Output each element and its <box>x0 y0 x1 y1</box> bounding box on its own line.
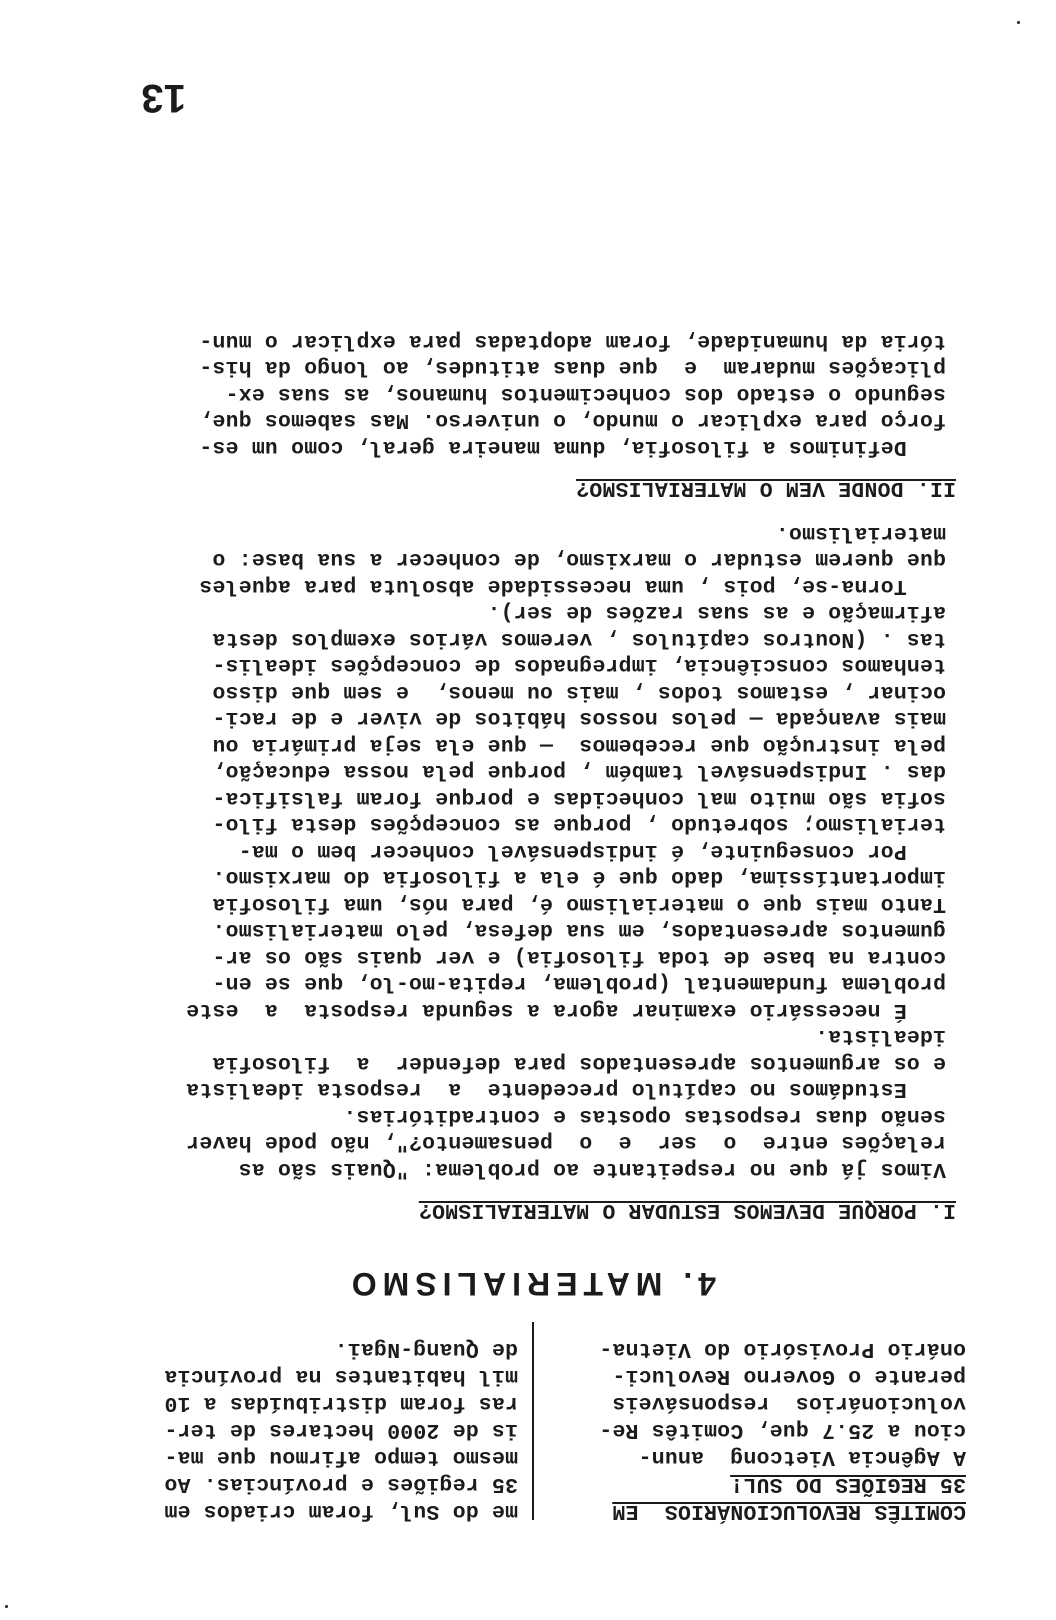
text-line: plicações mudaram e que duas atitudes, ao longo da his- <box>199 355 946 380</box>
scan-speck <box>5 1605 8 1608</box>
text-line: segundo o estado dos conhecimentos humanos, as suas ex- <box>225 382 946 406</box>
text-line: Definimos a filosofia, duma maneira geral, como um es- <box>199 435 946 459</box>
section-2-body <box>106 328 946 461</box>
text-line: Tanto mais que o materialismo é, para nós, uma filosofia <box>212 892 946 916</box>
text-line: É necessário examinar agora a segunda resposta a este <box>186 998 946 1022</box>
text-line: sofia são muito mal conhecidas e porque foram falsifica- <box>212 786 946 810</box>
text-line: mais avançada — pelos nossos hábitos de viver e de raci- <box>212 706 946 731</box>
text-line: Vimos já que no respeitante ao problema: "Quais são as <box>238 1157 946 1181</box>
chapter-title: 4. MATERIALISMO <box>345 1266 716 1302</box>
sidebar-line: mesmo tempo afirmou que ma- <box>164 1445 518 1469</box>
text-line: idealista. <box>814 1024 946 1049</box>
sidebar-column-right <box>78 1335 518 1524</box>
sidebar-line: 35 REGIÕES DO SUL! <box>730 1472 966 1496</box>
section-1-body <box>106 520 946 1183</box>
text-line: Estudámos no capítulo precedente a resposta idealista <box>186 1077 946 1102</box>
sidebar-line: ras foram distribuídas a 10 <box>164 1391 518 1415</box>
sidebar-line: perante o Governo Revoluci- <box>612 1364 966 1388</box>
sidebar-line: 35 regiões e províncias. Ao <box>164 1472 518 1496</box>
sidebar-line: COMITÊS REVOLUCIONÁRIOS EM <box>612 1499 966 1523</box>
text-line: relações entre o ser e o pensamento?", não pode haver <box>186 1130 946 1155</box>
sidebar-line: volucionários responsáveis <box>612 1391 966 1415</box>
sidebar-line: A Agência Vietcong anun- <box>638 1445 966 1469</box>
section-heading-2: II. DONDE VEM O MATERIALISMO? <box>576 476 956 500</box>
section-heading-1: I. PORQUE DEVEMOS ESTUDAR O MATERIALISMO? <box>418 1198 956 1222</box>
sidebar-column-left <box>546 1335 966 1524</box>
sidebar-line: de Quang-Ngai. <box>334 1337 518 1361</box>
sidebar-line: is de 2000 hectares de ter- <box>164 1418 518 1442</box>
text-line: problema fundamental (problema, repita-mo-lo, que se en- <box>212 971 946 996</box>
text-line: tenhamos consciência, impregnados de concepções idealis- <box>212 653 946 678</box>
text-line: Torna-se, pois , uma necessidade absoluta para aqueles <box>199 574 946 598</box>
text-line: tória da humanidade, foram adoptadas para explicar o mun- <box>199 329 946 353</box>
text-line: das . Indispensável também , porque pela nossa educação, <box>212 759 946 784</box>
text-line: materialismo. <box>775 521 946 545</box>
sidebar-line: onário Provisório do Vietna- <box>599 1337 966 1361</box>
text-line: ocinar , estamos todos , mais ou menos, e sem que disso <box>212 680 946 704</box>
text-line: e os argumentos apresentados para defender a filosofia <box>212 1051 946 1075</box>
text-line: pela instrução que recebemos — que ela seja primária ou <box>212 733 946 757</box>
text-line: afirmação e as suas razões de ser). <box>487 600 946 625</box>
text-line: forço para explicar o mundo, o universo. Mas sabemos que, <box>199 408 946 433</box>
text-line: importantíssima, dado que é ela a filosofia do marxismo. <box>212 865 946 890</box>
text-line: tas . (Noutros capítulos , veremos vários exemplos desta <box>212 627 946 651</box>
text-line: que querem estudar o marxismo, de conhecer a sua base: o <box>212 547 946 572</box>
text-line: terialismo; sobretudo , porque as concepções desta filo- <box>212 812 946 837</box>
sidebar-line: mil habitantes na província <box>164 1364 518 1388</box>
sidebar-line: me do Sul, foram criados em <box>164 1499 518 1523</box>
scan-speck <box>1017 21 1020 24</box>
text-line: gumentos apresentados, em sua defesa, pelo materialismo. <box>212 918 946 943</box>
text-line: contra na base de toda filosofia) e ver quais são os ar- <box>212 945 946 969</box>
text-line: senão duas respostas opostas e contraditórias. <box>343 1104 946 1128</box>
text-line: Por conseguinte, é indispensável conhecer bem o ma- <box>238 839 946 863</box>
column-divider <box>532 1322 534 1520</box>
sidebar-line: ciou a 25.7 que, Comitês Re- <box>599 1418 966 1442</box>
page-number: 13 <box>141 76 186 120</box>
